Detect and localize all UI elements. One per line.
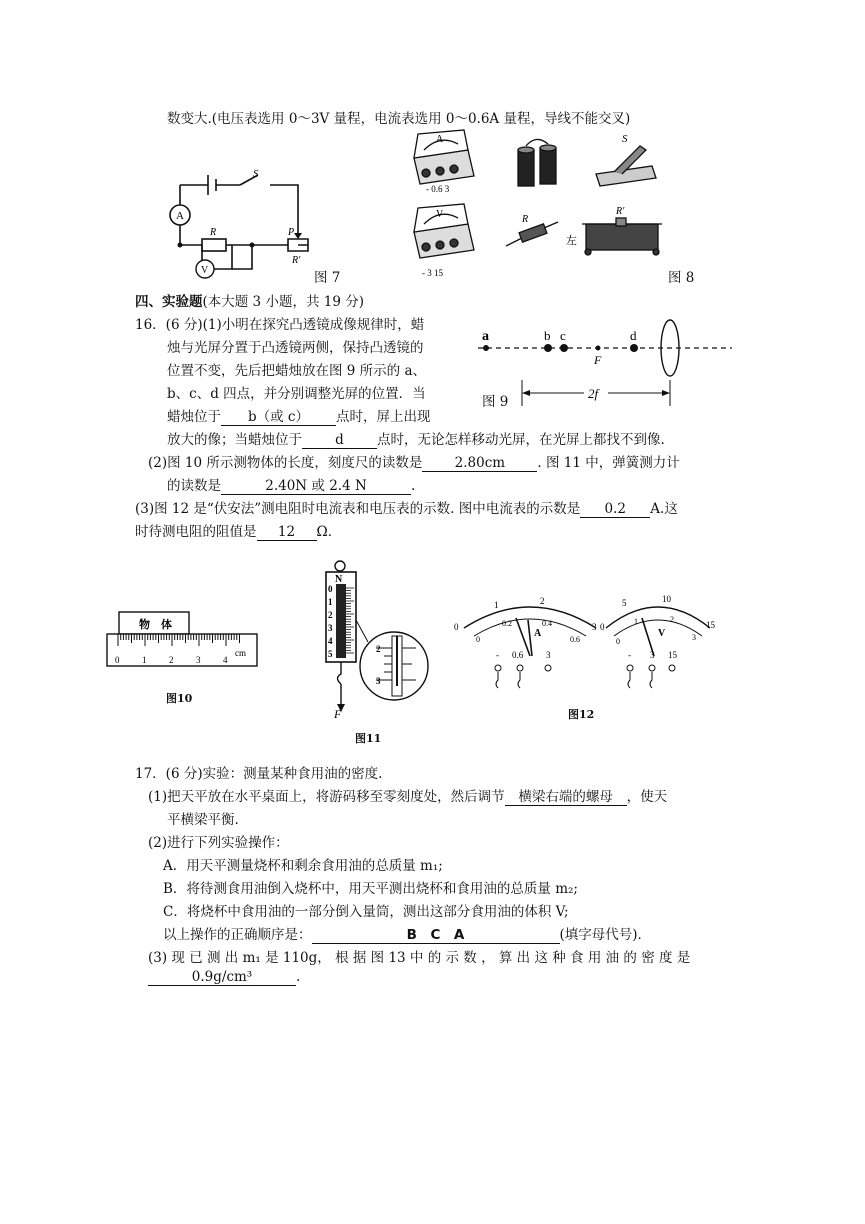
fig12-v-letter: V	[658, 628, 666, 639]
fig12-a-inner-1: 0.2	[502, 619, 512, 628]
q16-line-5: 蜡烛位于 b（或 c） 点时，屏上出现	[167, 405, 431, 426]
q17-line-2: (1)把天平放在水平桌面上，将游码移至零刻度处，然后调节 横梁右端的螺母 ，使天	[148, 785, 667, 806]
q16-answer-5: 0.2	[580, 501, 650, 518]
section-heading: 四、实验题(本大题 3 小题，共 19 分)	[135, 294, 364, 310]
fig12-a-term-0: -	[496, 650, 499, 660]
fig9-caption: 图 9	[482, 394, 509, 410]
q17-line-6: B．将待测食用油倒入烧杯中，用天平测出烧杯和食用油的总质量 m₂;	[163, 881, 578, 897]
q16-line-10: 时待测电阻的阻值是 12 Ω．	[135, 524, 342, 540]
q17-line-4: (2)进行下列实验操作：	[148, 835, 289, 851]
fig10-unit: cm	[235, 648, 246, 658]
q17-line-1: 17．(6 分)实验：测量某种食用油的密度.	[135, 766, 383, 782]
fig12-a-outer-2: 2	[540, 596, 545, 606]
q16-answer-1: b（或 c）	[221, 405, 336, 426]
q16-line-4: b、c、d 四点，并分别调整光屏的位置．当	[167, 386, 426, 402]
fig10-tick-2: 2	[169, 655, 174, 665]
fig12-a-outer-3: 3	[592, 622, 597, 632]
fig11-f-label: F	[334, 707, 342, 721]
q16-line-6: 放大的像；当蜡烛位于 d 点时，无论怎样移动光屏，在光屏上都找不到像.	[167, 432, 665, 448]
fig9-c: c	[560, 328, 566, 343]
q16-answer-6: 12	[257, 524, 317, 541]
fig12-a-letter: A	[534, 628, 542, 639]
fig12-a-inner-3: 0.6	[570, 635, 580, 644]
q16-line-1: 16．(6 分)(1)小明在探究凸透镜成像规律时，蜡	[135, 317, 425, 333]
fig9-a: a	[482, 329, 489, 344]
fig8-s-label: S	[622, 133, 628, 145]
fig10-caption: 图10	[166, 692, 193, 705]
fig12-v-term-1: 3	[650, 650, 655, 660]
fig11-tick-1: 1	[328, 597, 333, 607]
fig12-voltmeter	[600, 592, 725, 702]
fig12-v-inner-1: 1	[634, 617, 638, 626]
q16-answer-2: d	[302, 432, 377, 449]
fig12-v-term-0: -	[628, 650, 631, 660]
fig10-object-label: 物 体	[139, 619, 172, 631]
fig8-voltmeter-terminals: - 3 15	[422, 268, 443, 278]
fig8-ammeter-letter: A	[436, 134, 444, 145]
q17-answer-2: B C A	[312, 923, 560, 944]
q16-line-9: (3)图 12 是“伏安法”测电阻时电流表和电压表的示数. 图中电流表的示数是 0.2 A.这	[135, 501, 678, 517]
q16-line-2: 烛与光屏分置于凸透镜两侧，保持凸透镜的	[167, 340, 424, 356]
fig12-v-outer-0: 0	[600, 622, 605, 632]
q17-answer-3: 0.9g/cm³	[148, 969, 296, 986]
fig8-voltmeter-letter: V	[436, 209, 444, 220]
fig12-v-inner-3: 3	[692, 633, 696, 642]
q17-line-3: 平横梁平衡.	[167, 812, 239, 828]
fig11-tick-4: 4	[328, 636, 333, 646]
fig12-v-outer-3: 15	[706, 620, 715, 630]
fig12-ammeter	[450, 592, 615, 702]
fig12-v-outer-1: 5	[622, 598, 627, 608]
fig10-tick-0: 0	[115, 655, 120, 665]
fig12-a-outer-0: 0	[454, 622, 459, 632]
fig11-tick-3: 3	[328, 623, 333, 633]
fig12-v-inner-2: 2	[670, 615, 674, 624]
q16-line-3: 位置不变，先后把蜡烛放在图 9 所示的 a、	[167, 363, 427, 379]
fig7-rp-label: R′	[292, 255, 301, 266]
fig11-tick-0: 0	[328, 584, 333, 594]
fig8-ammeter-terminals: - 0.6 3	[426, 184, 450, 194]
fig10-tick-1: 1	[142, 655, 147, 665]
fig7-a-label: A	[176, 210, 184, 222]
fig7-caption: 图 7	[314, 270, 341, 286]
fig11-spring-balance	[312, 560, 442, 720]
q16-line-7: (2)图 10 所示测物体的长度，刻度尺的读数是 2.80cm . 图 11 中，弹簧测力计	[148, 455, 680, 471]
q17-line-8: 以上操作的正确顺序是： B C A (填字母代号)．	[163, 923, 651, 944]
top-line: 数变大.(电压表选用 0～3V 量程，电流表选用 0～0.6A 量程，导线不能交叉)	[167, 111, 631, 127]
q16-answer-4: 2.40N 或 2.4 N	[221, 474, 411, 495]
fig12-a-inner-0: 0	[476, 635, 480, 644]
fig10-tick-3: 3	[196, 655, 201, 665]
fig7-v-label: V	[201, 265, 209, 276]
q17-answer-1: 横梁右端的螺母	[505, 785, 627, 806]
q17-line-5: A．用天平测量烧杯和剩余食用油的总质量 m₁;	[163, 858, 443, 874]
fig11-n-label: N	[335, 574, 343, 585]
q17-line-10: 0.9g/cm³ .	[148, 969, 300, 986]
q17-line-9: (3) 现 已 测 出 m₁ 是 110g， 根 据 图 13 中 的 示 数 ， 算 出 这 种 食 用 油 的 密 度 是	[148, 950, 691, 966]
fig9-b: b	[544, 328, 551, 343]
fig9-2f: 2f	[588, 386, 599, 401]
fig8-devices	[408, 128, 688, 278]
fig12-a-outer-1: 1	[494, 600, 499, 610]
fig10-ruler	[105, 610, 260, 670]
fig10-tick-4: 4	[223, 655, 228, 665]
q17-line-7: C．将烧杯中食用油的一部分倒入量筒，测出这部分食用油的体积 V;	[163, 904, 569, 920]
fig8-caption: 图 8	[668, 270, 695, 286]
fig9-diagram	[474, 318, 734, 408]
fig8-left-label: 左	[566, 235, 577, 247]
fig12-a-term-1: 0.6	[512, 650, 524, 660]
fig11-tick-5: 5	[328, 649, 333, 659]
fig9-d: d	[630, 328, 637, 343]
q16-line-8: 的读数是 2.40N 或 2.4 N .	[167, 474, 415, 495]
fig12-v-outer-2: 10	[662, 594, 671, 604]
fig8-rp-label: R′	[616, 206, 625, 217]
fig12-v-term-2: 15	[668, 650, 677, 660]
fig11-tick-2: 2	[328, 610, 333, 620]
fig8-r-label: R	[522, 214, 529, 225]
fig9-f: F	[594, 353, 602, 367]
fig12-a-inner-2: 0.4	[542, 619, 552, 628]
q16-answer-3: 2.80cm	[422, 455, 537, 472]
fig11-zoom-tick-2: 2	[376, 644, 381, 654]
fig11-caption: 图11	[355, 732, 382, 745]
fig7-circuit	[160, 165, 340, 285]
fig11-zoom-tick-3: 3	[376, 676, 381, 686]
fig12-v-inner-0: 0	[616, 637, 620, 646]
fig7-p-label: P	[288, 227, 295, 238]
fig7-r-label: R	[210, 227, 217, 238]
fig12-caption: 图12	[568, 708, 595, 721]
fig12-a-term-2: 3	[546, 650, 551, 660]
fig7-s-label: S	[253, 168, 259, 180]
